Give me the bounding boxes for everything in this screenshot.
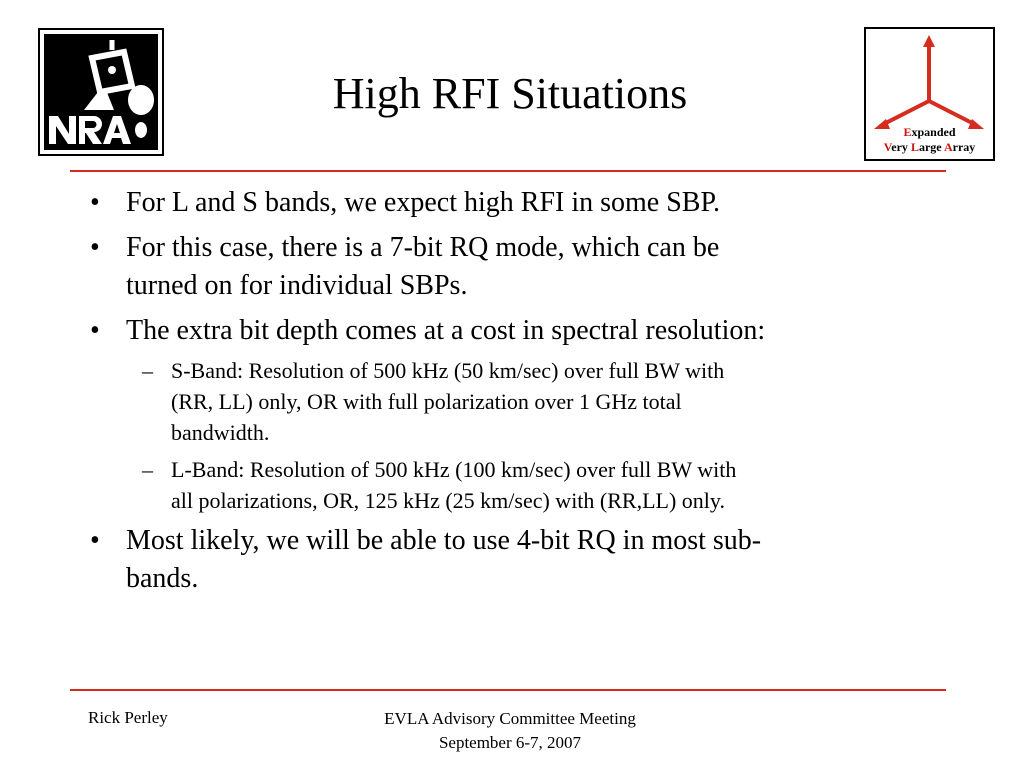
bullet-item [90,522,762,598]
sub-bullet-text-line: all polarizations, OR, 125 kHz (25 km/sec) with (RR,LL) only. [171,488,725,513]
bullet-marker: • [90,232,100,263]
footer-author: Rick Perley [88,708,168,727]
sub-bullet-text-line: L-Band: Resolution of 500 kHz (100 km/sec) over full BW with [171,457,737,482]
sub-bullet-item [142,355,725,448]
top-divider [70,170,946,172]
bullet-item [90,312,766,350]
sub-bullet-marker: – [142,358,153,383]
sub-bullet-text-line: bandwidth. [171,420,270,445]
bullet-text-line: Most likely, we will be able to use 4-bit RQ in most sub- [126,525,762,556]
bullet-marker: • [90,315,100,346]
footer-event-date: September 6-7, 2007 [438,733,582,752]
bullet-text-line: bands. [126,563,199,594]
sub-bullet-item [142,454,737,516]
bullet-marker: • [90,187,100,218]
bullet-text-line: turned on for individual SBPs. [126,270,468,301]
nrao-logo [38,28,164,156]
bullet-item [90,229,720,305]
evla-logo [864,27,995,161]
bullet-marker: • [90,525,100,556]
nrao-logo-icon [40,30,162,154]
bullet-item [90,184,720,222]
evla-logo-line2: Very Large Array [883,140,976,154]
bottom-divider [70,689,946,691]
evla-logo-line1: Expanded [903,125,956,139]
bullet-text-line: The extra bit depth comes at a cost in spectral resolution: [126,315,766,346]
sub-bullet-text-line: S-Band: Resolution of 500 kHz (50 km/sec) over full BW with [171,358,725,383]
slide-title: High RFI Situations [332,69,688,118]
sub-bullet-text-line: (RR, LL) only, OR with full polarization over 1 GHz total [171,389,682,414]
footer-event-name: EVLA Advisory Committee Meeting [384,709,636,728]
bullet-text-line: For this case, there is a 7-bit RQ mode, which can be [126,232,720,263]
bullet-text-line: For L and S bands, we expect high RFI in some SBP. [126,187,720,218]
sub-bullet-marker: – [142,457,153,482]
footer-event [330,707,690,755]
